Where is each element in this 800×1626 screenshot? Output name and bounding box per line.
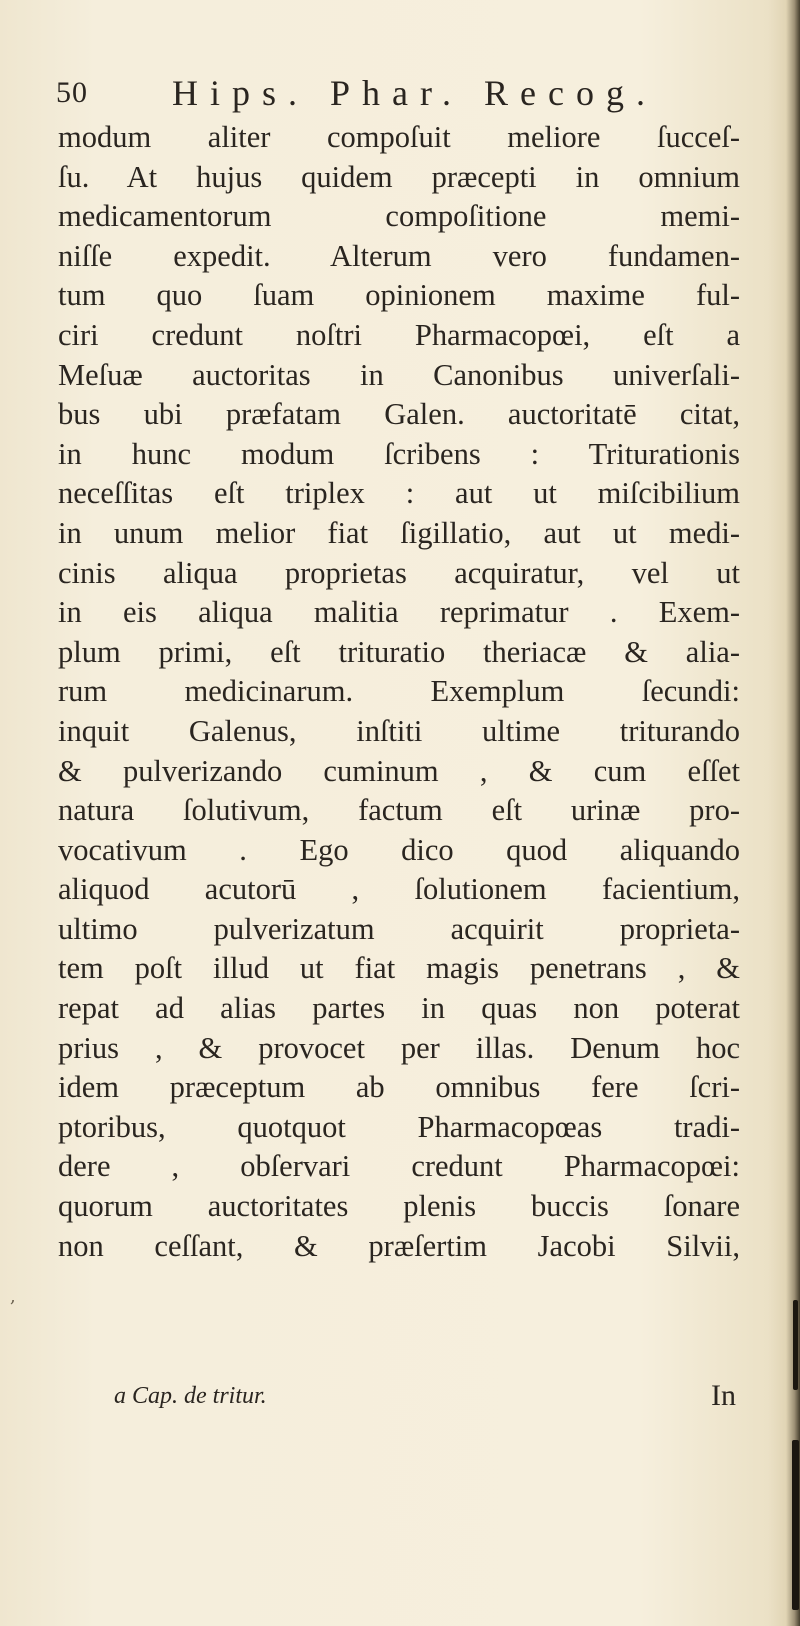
text-line: neceſſitas eſt triplex : aut ut miſcibilium [58, 476, 740, 511]
text-line: ſu. At hujus quidem præcepti in omnium [58, 159, 740, 194]
page-number: 50 [56, 76, 88, 109]
text-line: rum medicinarum. Exemplum ſecundi: [58, 674, 740, 709]
text-line: in hunc modum ſcribens : Triturationis [58, 436, 740, 471]
page-edge-mark [793, 1300, 798, 1390]
text-line: medicamentorum compoſitione memi- [58, 199, 740, 234]
text-line: modum aliter compoſuit meliore ſucceſ- [58, 120, 740, 154]
text-line: prius , & provocet per illas. Denum hoc [58, 1030, 740, 1065]
text-line: quorum auctoritates plenis buccis ſonare [58, 1189, 740, 1224]
text-line: non ceſſant, & præſertim Jacobi Silvii, [58, 1228, 740, 1263]
text-line: idem præceptum ab omnibus fere ſcri- [58, 1070, 740, 1105]
text-line: inquit Galenus, inſtiti ultime triturando [58, 713, 740, 748]
catchword: In [711, 1379, 736, 1412]
page-footer [58, 1379, 740, 1419]
text-line: in unum melior fiat ſigillatio, aut ut medi- [58, 515, 740, 550]
text-line: cinis aliqua proprietas acquiratur, vel ut [58, 555, 740, 590]
text-line: Meſuæ auctoritas in Canonibus univerſali- [58, 357, 740, 392]
page-header [56, 72, 696, 116]
text-line: tum quo ſuam opinionem maxime ful- [58, 278, 740, 313]
text-line: ciri credunt noſtri Pharmacopœi, eſt a [58, 317, 740, 352]
text-line: aliquod acutorū , ſolutionem facientium, [58, 872, 740, 907]
page-edge-mark [792, 1440, 799, 1610]
text-line: repat ad alias partes in quas non poterat [58, 991, 740, 1026]
text-line: tem poſt illud ut fiat magis penetrans , & [58, 951, 740, 986]
margin-mark: , [10, 1286, 16, 1307]
text-line: in eis aliqua malitia reprimatur . Exem- [58, 595, 740, 630]
text-line: niſſe expedit. Alterum vero fundamen- [58, 238, 740, 273]
text-line: bus ubi præfatam Galen. auctoritatē citat, [58, 397, 740, 432]
text-line: natura ſolutivum, factum eſt urinæ pro- [58, 793, 740, 828]
footnote: a Cap. de tritur. [114, 1383, 267, 1409]
text-line: dere , obſervari credunt Pharmacopœi: [58, 1149, 740, 1184]
text-line: ptoribus, quotquot Pharmacopœas tradi- [58, 1109, 740, 1144]
body-text [58, 118, 740, 1266]
text-line: ultimo pulverizatum acquirit proprieta- [58, 911, 740, 946]
text-line: plum primi, eſt trituratio theriacæ & alia- [58, 634, 740, 669]
text-line: & pulverizando cuminum , & cum eſſet [58, 753, 740, 788]
text-line: vocativum . Ego dico quod aliquando [58, 832, 740, 867]
running-title: Hips. Phar. Recog. [172, 73, 657, 113]
